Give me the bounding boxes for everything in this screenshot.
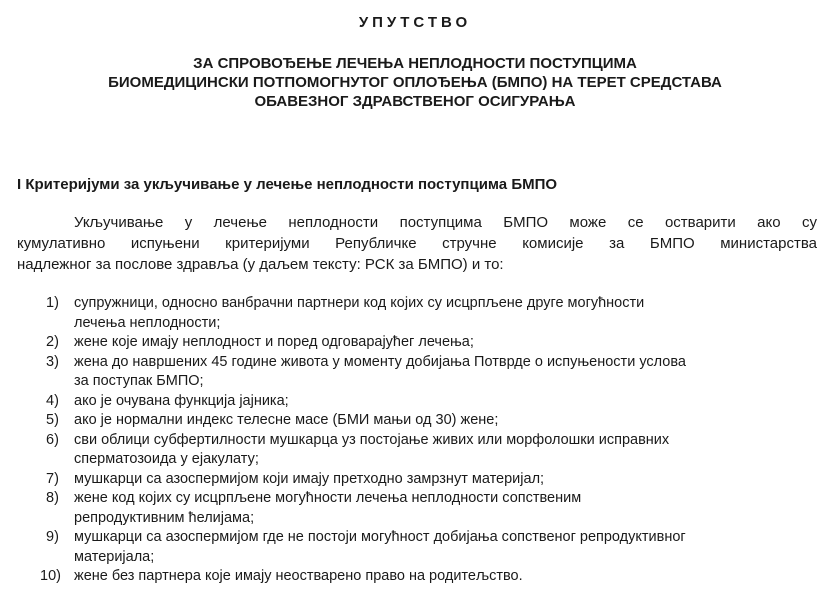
subtitle-line: ЗА СПРОВОЂЕЊЕ ЛЕЧЕЊА НЕПЛОДНОСТИ ПОСТУПЦИМА [193,55,637,72]
criteria-text-line: жена до навршених 45 године живота у моменту добијања Потврде о испуњености услова [74,353,686,370]
criteria-number: 9) [46,529,59,545]
criteria-text-line: жене без партнера које имају неостварено право на родитељство. [74,568,523,584]
document-title: УПУТСТВО [358,14,472,31]
criteria-text [74,567,817,587]
criteria-number: 10) [40,568,61,584]
criteria-text-line: сперматозоида у ејакулату; [74,451,259,467]
criteria-item [17,567,817,587]
criteria-text-line: за поступак БМПО; [74,373,204,389]
criteria-number: 5) [46,412,59,428]
criteria-text-line: супружници, односно ванбрачни партнери код којих су исцрпљене друге могућности [74,295,645,311]
criteria-item [17,333,817,353]
criteria-item [17,411,817,431]
intro-line: Укључивање у лечење неплодности поступцима БМПО може се остварити ако су [74,214,817,231]
criteria-number: 6) [46,431,59,448]
criteria-text-line: репродуктивним ћелијама; [74,509,255,526]
criteria-text-line: ако је нормални индекс телесне масе (БМИ мањи од 30) жене; [74,412,499,428]
criteria-number: 8) [46,490,59,506]
criteria-item [17,528,817,567]
criteria-number: 1) [46,295,59,311]
subtitle-line: БИОМЕДИЦИНСКИ ПОТПОМОГНУТОГ ОПЛОЂЕЊА (БМПО) НА ТЕРЕТ СРЕДСТАВА [108,74,722,91]
criteria-text [74,431,817,470]
criteria-item [17,470,817,490]
criteria-text [74,392,817,412]
criteria-text [74,470,817,490]
criteria-text-line: жене које имају неплодност и поред одговарајућег лечења; [74,334,474,350]
section-heading: I Критеријуми за укључивање у лечење неплодности поступцима БМПО [17,176,558,193]
criteria-text [74,528,817,567]
criteria-item [17,294,817,333]
intro-line: кумулативно испуњени критеријуми Републичке стручне комисије за БМПО министарства [17,235,817,252]
criteria-text [74,411,817,431]
criteria-text [74,333,817,353]
document-subtitle [0,54,830,111]
subtitle-line: ОБАВЕЗНОГ ЗДРАВСТВЕНОГ ОСИГУРАЊА [254,93,576,110]
criteria-item [17,353,817,392]
criteria-number: 7) [46,470,59,487]
criteria-text-line: мушкарци са азоспермијом где не постоји могућност добијања сопственог репродуктивног [74,529,686,545]
intro-paragraph [17,212,817,275]
criteria-number: 2) [46,334,59,350]
criteria-text [74,353,817,392]
criteria-number: 3) [46,353,59,370]
criteria-text-line: сви облици субфертилности мушкарца уз постојање живих или морфолошки исправних [74,431,670,448]
criteria-item [17,392,817,412]
intro-line: надлежног за послове здравља (у даљем тексту: РСК за БМПО) и то: [17,256,504,273]
criteria-text-line: лечења неплодности; [74,314,221,331]
criteria-text-line: мушкарци са азоспермијом који имају претходно замрзнут материјал; [74,470,545,487]
criteria-text [74,489,817,528]
criteria-list [17,294,817,587]
criteria-item [17,431,817,470]
criteria-text-line: жене код којих су исцрпљене могућности лечења неплодности сопственим [74,490,582,506]
criteria-text-line: ако је очувана функција јајника; [74,392,289,409]
criteria-text [74,294,817,333]
criteria-text-line: материјала; [74,548,155,565]
criteria-number: 4) [46,392,59,409]
criteria-item [17,489,817,528]
